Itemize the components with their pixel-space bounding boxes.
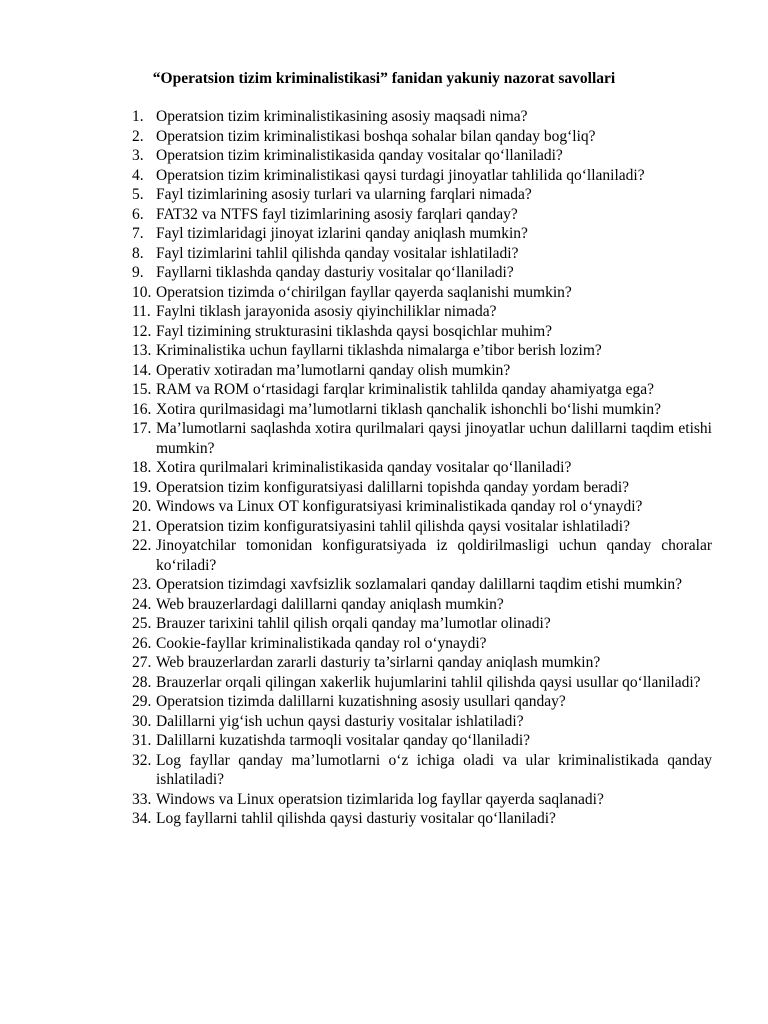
question-item xyxy=(132,224,712,244)
question-item xyxy=(132,146,712,166)
question-item xyxy=(132,634,712,654)
question-number: 12. xyxy=(132,322,152,340)
question-number: 2. xyxy=(132,127,144,145)
question-text: Web brauzerlardan zararli dasturiy ta’sirlarni qanday aniqlash mumkin? xyxy=(156,654,601,671)
question-item xyxy=(132,673,712,693)
question-item xyxy=(132,400,712,420)
question-number: 24. xyxy=(132,595,152,613)
question-number: 32. xyxy=(132,751,152,769)
question-text: Brauzerlar orqali qilingan xakerlik hujumlarini tahlil qilishda qaysi usullar qo‘llaniladi? xyxy=(156,673,701,691)
question-number: 11. xyxy=(132,303,151,320)
question-item xyxy=(132,361,712,381)
question-text: Web brauzerlardagi dalillarni qanday aniqlash mumkin? xyxy=(156,595,504,613)
question-item xyxy=(132,614,712,634)
question-item xyxy=(132,127,712,147)
question-number: 6. xyxy=(132,205,144,223)
question-text: Operatsion tizim kriminalistikasida qanday vositalar qo‘llaniladi? xyxy=(156,147,563,164)
question-number: 25. xyxy=(132,615,152,632)
question-text: Dalillarni kuzatishda tarmoqli vositalar qanday qo‘llaniladi? xyxy=(156,732,531,749)
question-text: Operatsion tizim kriminalistikasi boshqa sohalar bilan qanday bog‘liq? xyxy=(156,127,596,145)
question-item xyxy=(132,166,712,186)
question-number: 23. xyxy=(132,576,152,593)
question-text: RAM va ROM o‘rtasidagi farqlar kriminalistik tahlilda qanday ahamiyatga ega? xyxy=(156,381,655,398)
question-number: 20. xyxy=(132,498,152,515)
question-list xyxy=(132,107,712,829)
question-item xyxy=(132,419,712,458)
question-text: Jinoyatchilar tomonidan konfiguratsiyada iz qoldirilmasligi uchun qanday choralar ko‘riladi? xyxy=(156,537,712,574)
question-number: 21. xyxy=(132,517,152,535)
question-text: Operatsion tizim kriminalistikasining asosiy maqsadi nima? xyxy=(156,108,528,125)
question-number: 5. xyxy=(132,186,144,203)
question-item xyxy=(132,205,712,225)
question-item xyxy=(132,283,712,303)
question-number: 22. xyxy=(132,537,152,554)
question-number: 4. xyxy=(132,166,144,184)
question-number: 13. xyxy=(132,342,152,359)
question-text: Windows va Linux OT konfiguratsiyasi kriminalistikada qanday rol o‘ynaydi? xyxy=(156,498,643,515)
question-item xyxy=(132,692,712,712)
question-text: Log fayllarni tahlil qilishda qaysi dasturiy vositalar qo‘llaniladi? xyxy=(156,810,556,827)
question-number: 34. xyxy=(132,810,152,827)
question-text: Faylni tiklash jarayonida asosiy qiyinchiliklar nimada? xyxy=(156,303,497,320)
question-text: Fayl tizimlarining asosiy turlari va ularning farqlari nimada? xyxy=(156,186,532,203)
question-item xyxy=(132,322,712,342)
question-item xyxy=(132,380,712,400)
question-text: Dalillarni yig‘ish uchun qaysi dasturiy vositalar ishlatiladi? xyxy=(156,712,524,730)
question-item xyxy=(132,244,712,264)
question-number: 33. xyxy=(132,790,152,808)
question-item xyxy=(132,751,712,790)
question-text: Operatsion tizimda dalillarni kuzatishning asosiy usullari qanday? xyxy=(156,693,566,710)
question-number: 29. xyxy=(132,693,152,710)
question-text: Xotira qurilmalari kriminalistikasida qanday vositalar qo‘llaniladi? xyxy=(156,459,572,476)
question-item xyxy=(132,653,712,673)
question-number: 19. xyxy=(132,478,152,496)
document-title: “Operatsion tizim kriminalistikasi” fanidan yakuniy nazorat savollari xyxy=(152,70,616,87)
question-text: Operativ xotiradan ma’lumotlarni qanday olish mumkin? xyxy=(156,361,511,379)
question-text: Xotira qurilmasidagi ma’lumotlarni tiklash qanchalik ishonchli bo‘lishi mumkin? xyxy=(156,400,661,418)
question-number: 15. xyxy=(132,381,152,398)
question-number: 8. xyxy=(132,244,144,262)
question-number: 9. xyxy=(132,264,144,281)
question-text: Brauzer tarixini tahlil qilish orqali qanday ma’lumotlar olinadi? xyxy=(156,615,551,632)
question-text: Operatsion tizimdagi xavfsizlik sozlamalari qanday dalillarni taqdim etishi mumkin? xyxy=(156,576,683,593)
question-number: 17. xyxy=(132,420,152,437)
question-number: 1. xyxy=(132,108,144,125)
question-text: Operatsion tizim kriminalistikasi qaysi turdagi jinoyatlar tahlilida qo‘llaniladi? xyxy=(156,166,645,184)
question-item xyxy=(132,302,712,322)
question-number: 31. xyxy=(132,732,152,749)
question-text: Operatsion tizim konfiguratsiyasi dalillarni topishda qanday yordam beradi? xyxy=(156,478,630,496)
question-text: Operatsion tizim konfiguratsiyasini tahlil qilishda qaysi vositalar ishlatiladi? xyxy=(156,517,630,535)
question-text: FAT32 va NTFS fayl tizimlarining asosiy farqlari qanday? xyxy=(156,205,518,223)
question-item xyxy=(132,790,712,810)
question-text: Log fayllar qanday ma’lumotlarni o‘z ichiga oladi va ular kriminalistikada qanday ishlatiladi? xyxy=(156,751,712,788)
question-text: Windows va Linux operatsion tizimlarida log fayllar qayerda saqlanadi? xyxy=(156,790,604,808)
question-number: 14. xyxy=(132,361,152,379)
question-text: Fayl tizimining strukturasini tiklashda qaysi bosqichlar muhim? xyxy=(156,322,553,340)
question-number: 18. xyxy=(132,459,152,476)
question-item xyxy=(132,575,712,595)
question-item xyxy=(132,731,712,751)
question-item xyxy=(132,263,712,283)
question-text: Operatsion tizimda o‘chirilgan fayllar qayerda saqlanishi mumkin? xyxy=(156,283,572,301)
question-number: 26. xyxy=(132,634,152,652)
question-item xyxy=(132,712,712,732)
question-item xyxy=(132,185,712,205)
question-number: 16. xyxy=(132,400,152,418)
question-number: 3. xyxy=(132,147,144,164)
question-item xyxy=(132,536,712,575)
question-item xyxy=(132,458,712,478)
question-item xyxy=(132,107,712,127)
question-text: Kriminalistika uchun fayllarni tiklashda nimalarga e’tibor berish lozim? xyxy=(156,342,602,359)
question-item xyxy=(132,809,712,829)
question-number: 10. xyxy=(132,283,152,301)
question-number: 7. xyxy=(132,225,144,242)
question-item xyxy=(132,517,712,537)
question-text: Fayl tizimlaridagi jinoyat izlarini qanday aniqlash mumkin? xyxy=(156,225,528,242)
question-number: 27. xyxy=(132,654,152,671)
question-number: 30. xyxy=(132,712,152,730)
question-text: Fayl tizimlarini tahlil qilishda qanday vositalar ishlatiladi? xyxy=(156,244,519,262)
question-text: Fayllarni tiklashda qanday dasturiy vositalar qo‘llaniladi? xyxy=(156,264,514,281)
question-text: Ma’lumotlarni saqlashda xotira qurilmalari qaysi jinoyatlar uchun dalillarni taqdim etishi mumkin? xyxy=(156,420,712,457)
question-item xyxy=(132,595,712,615)
question-text: Cookie-fayllar kriminalistikada qanday rol o‘ynaydi? xyxy=(156,634,487,652)
question-item xyxy=(132,497,712,517)
question-item xyxy=(132,478,712,498)
question-number: 28. xyxy=(132,673,152,691)
question-item xyxy=(132,341,712,361)
